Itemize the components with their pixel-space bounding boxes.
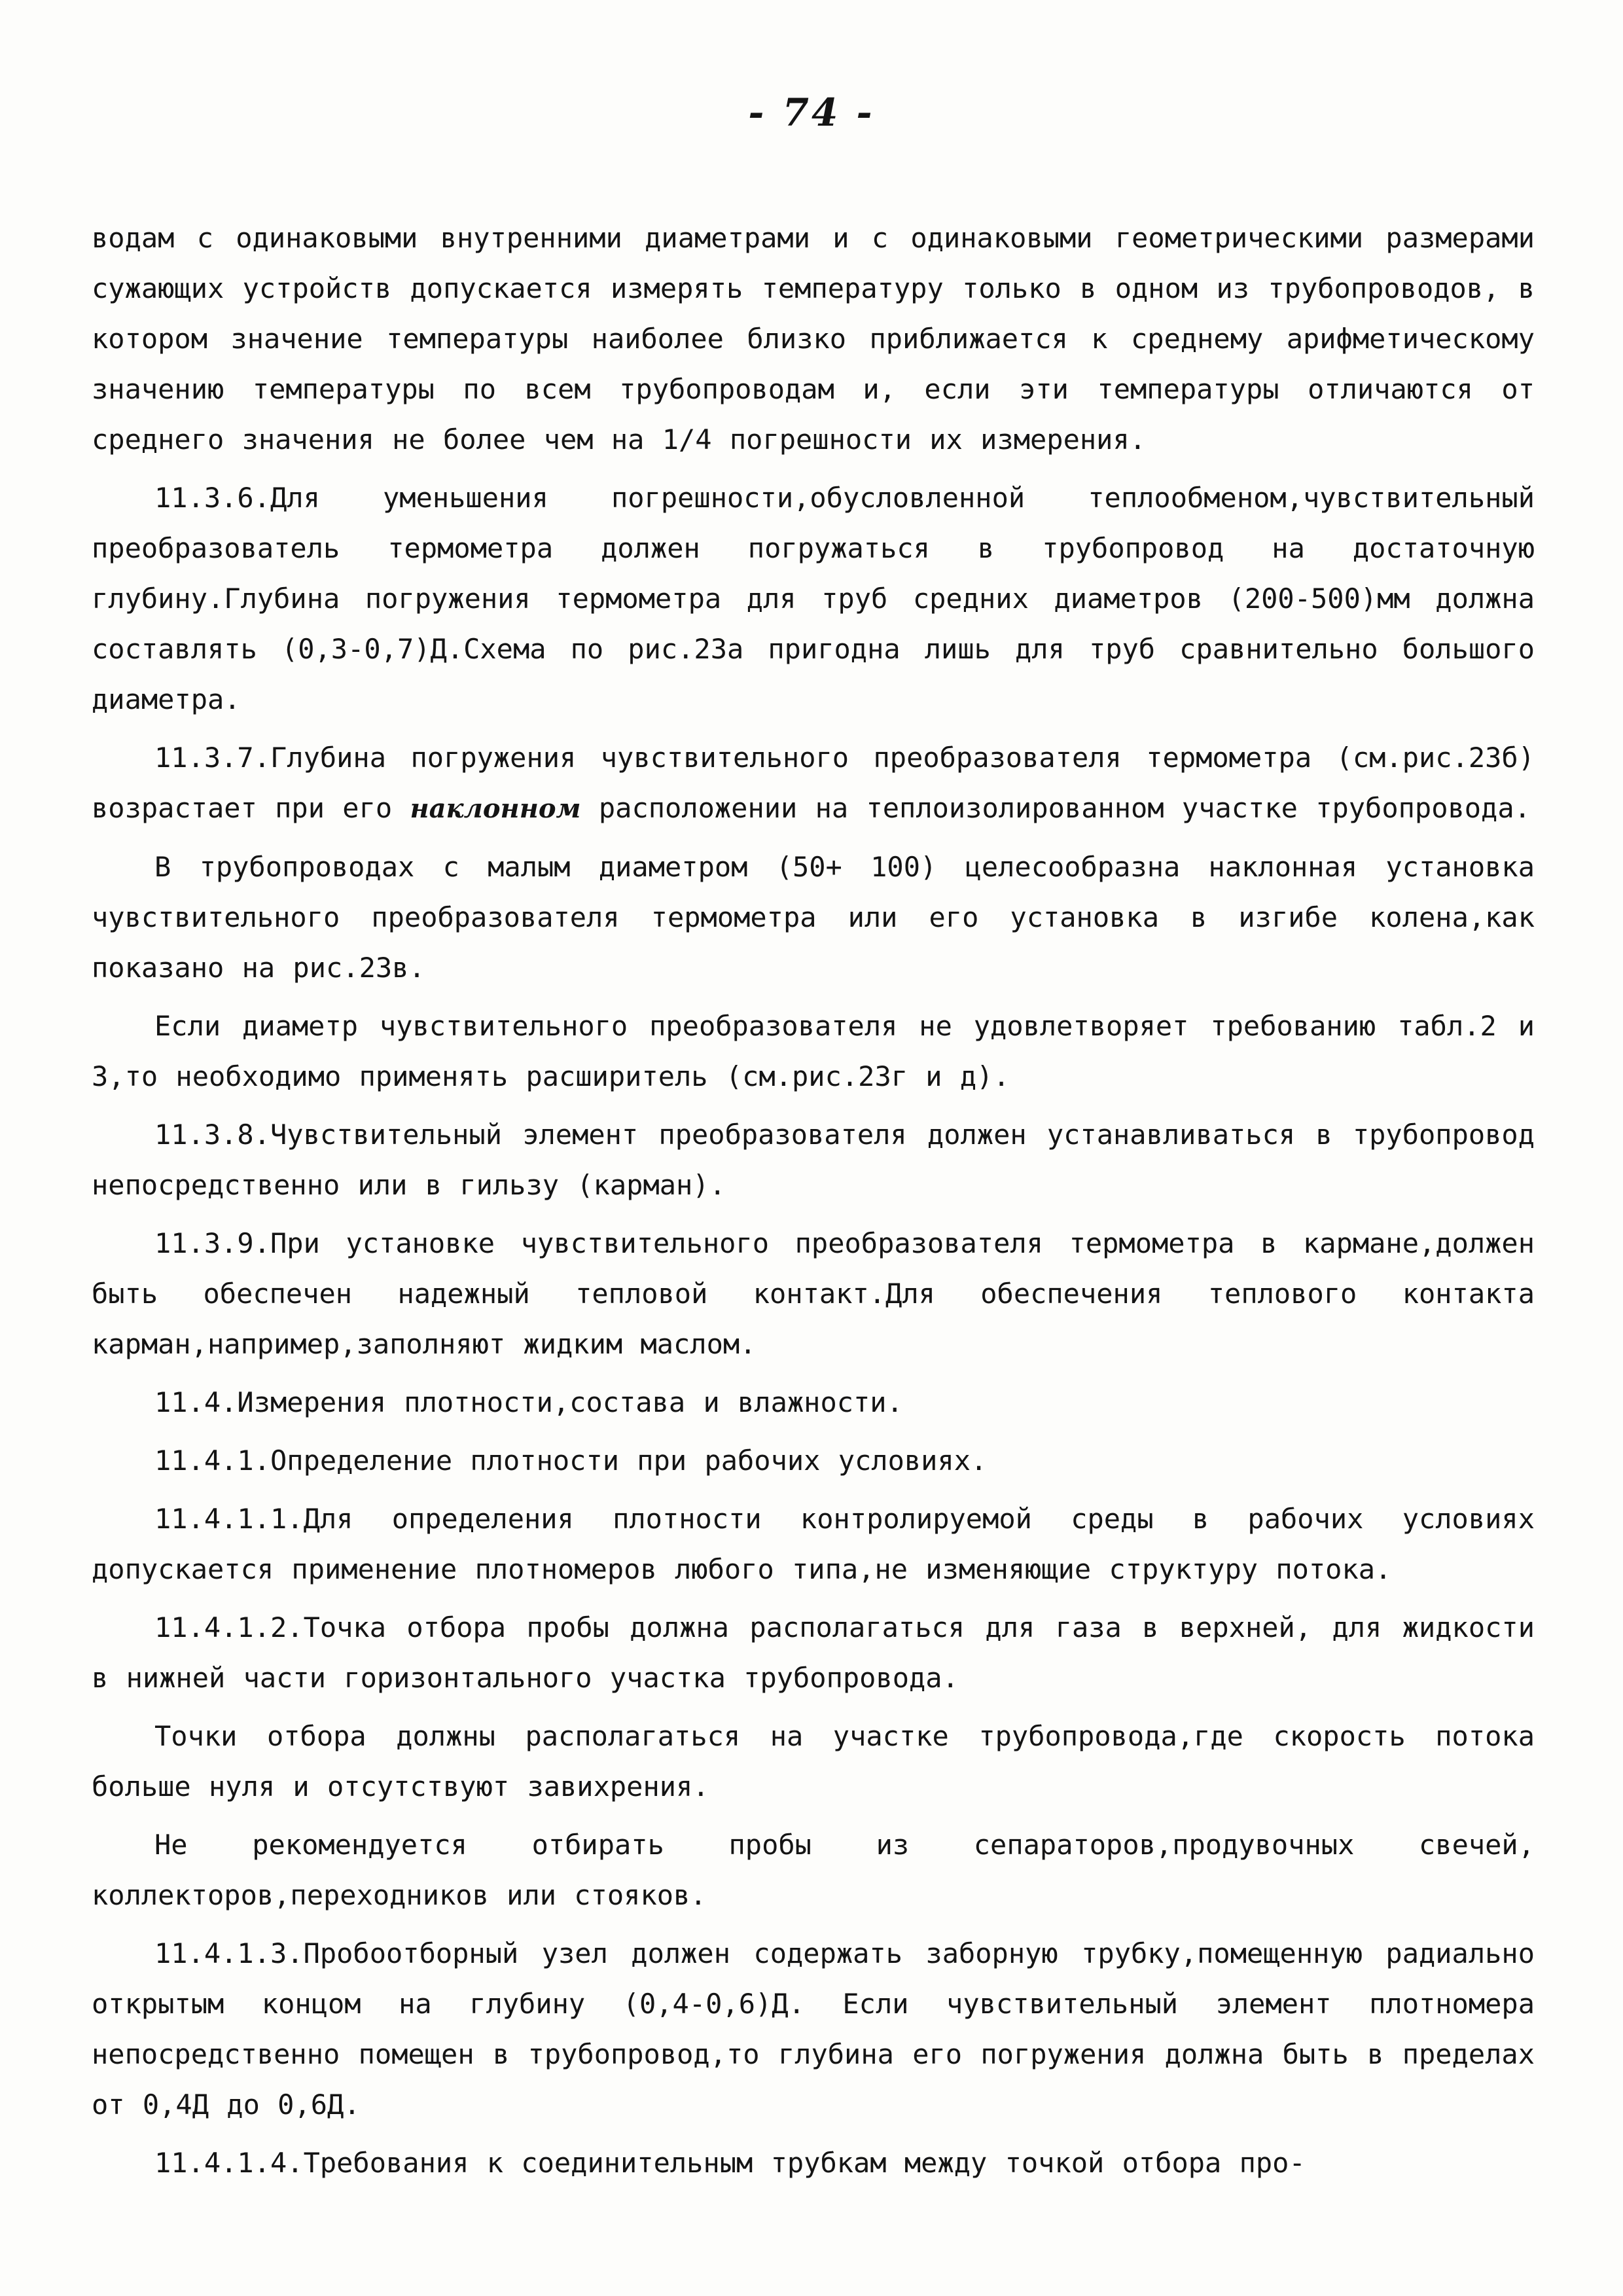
body-text [92, 213, 1535, 2196]
paragraph: Не рекомендуется отбирать пробы из сепараторов,продувочных свечей, коллекторов,переходников или стояков. [92, 1829, 1535, 1911]
paragraph: Точки отбора должны располагаться на участке трубопровода,где скорость потока больше нуля и отсутствуют завихрения. [92, 1720, 1535, 1803]
paragraph: В трубопроводах с малым диаметром (50+ 100) целесообразна наклонная установка чувствительного преобразователя термометра или его установка в изгибе колена,как показано на рис.23в. [92, 851, 1535, 984]
paragraph: 11.3.6.Для уменьшения погрешности,обусловленной теплообменом,чувствительный преобразователь термометра должен погружаться в трубопровод на достаточную глубину.Глубина погружения термометра для труб средних диаметров (200-500)мм должна составлять (0,3-0,7)Д.Схема по рис.23а пригодна лишь для труб сравнительно большого диаметра. [92, 482, 1535, 715]
paragraph: 11.4.1.2.Точка отбора пробы должна располагаться для газа в верхней, для жидкости в нижней части горизонтального участка трубопровода. [92, 1611, 1535, 1694]
paragraph-text-continued: расположении на теплоизолированном участке трубопровода. [598, 792, 1531, 824]
section-heading: 11.4.Измерения плотности,состава и влажности. [154, 1386, 903, 1418]
paragraph: 11.3.8.Чувствительный элемент преобразователя должен устанавливаться в трубопровод непосредственно или в гильзу (карман). [92, 1119, 1535, 1201]
paragraph: 11.4.1.4.Требования к соединительным трубкам между точкой отбора про- [154, 2147, 1306, 2179]
paragraph [92, 732, 1535, 834]
paragraph-text: 11.3.7.Глубина погружения чувствительного преобразователя термометра (см.рис.23б) возрастает при его [92, 742, 1535, 824]
paragraph: Если диаметр чувствительного преобразователя не удовлетворяет требованию табл.2 и 3,то необходимо применять расширитель (см.рис.23г и д). [92, 1010, 1535, 1092]
subsection-heading: 11.4.1.Определение плотности при рабочих условиях. [154, 1444, 988, 1477]
paragraph: 11.4.1.3.Пробоотборный узел должен содержать заборную трубку,помещенную радиально открытым концом на глубину (0,4-0,6)Д. Если чувствительный элемент плотномера непосредственно помещен в трубопровод,то глубина его погружения должна быть в пределах от 0,4Д до 0,6Д. [92, 1937, 1535, 2121]
paragraph: 11.4.1.1.Для определения плотности контролируемой среды в рабочих условиях допускается применение плотномеров любого типа,не изменяющие структуру потока. [92, 1503, 1535, 1585]
handwritten-insert: наклонном [410, 793, 581, 824]
paragraph: 11.3.9.При установке чувствительного преобразователя термометра в кармане,должен быть обеспечен надежный тепловой контакт.Для обеспечения теплового контакта карман,например,заполняют жидким маслом. [92, 1227, 1535, 1360]
page-number: - 74 - [748, 90, 875, 135]
paragraph: водам с одинаковыми внутренними диаметрами и с одинаковыми геометрическими размерами сужающих устройств допускается измерять температуру только в одном из трубопроводов, в котором значение температуры наиболее близко приближается к среднему арифметическому значению температуры по всем трубопроводам и, если эти температуры отличаются от среднего значения не более чем на 1/4 погрешности их измерения. [92, 222, 1535, 456]
